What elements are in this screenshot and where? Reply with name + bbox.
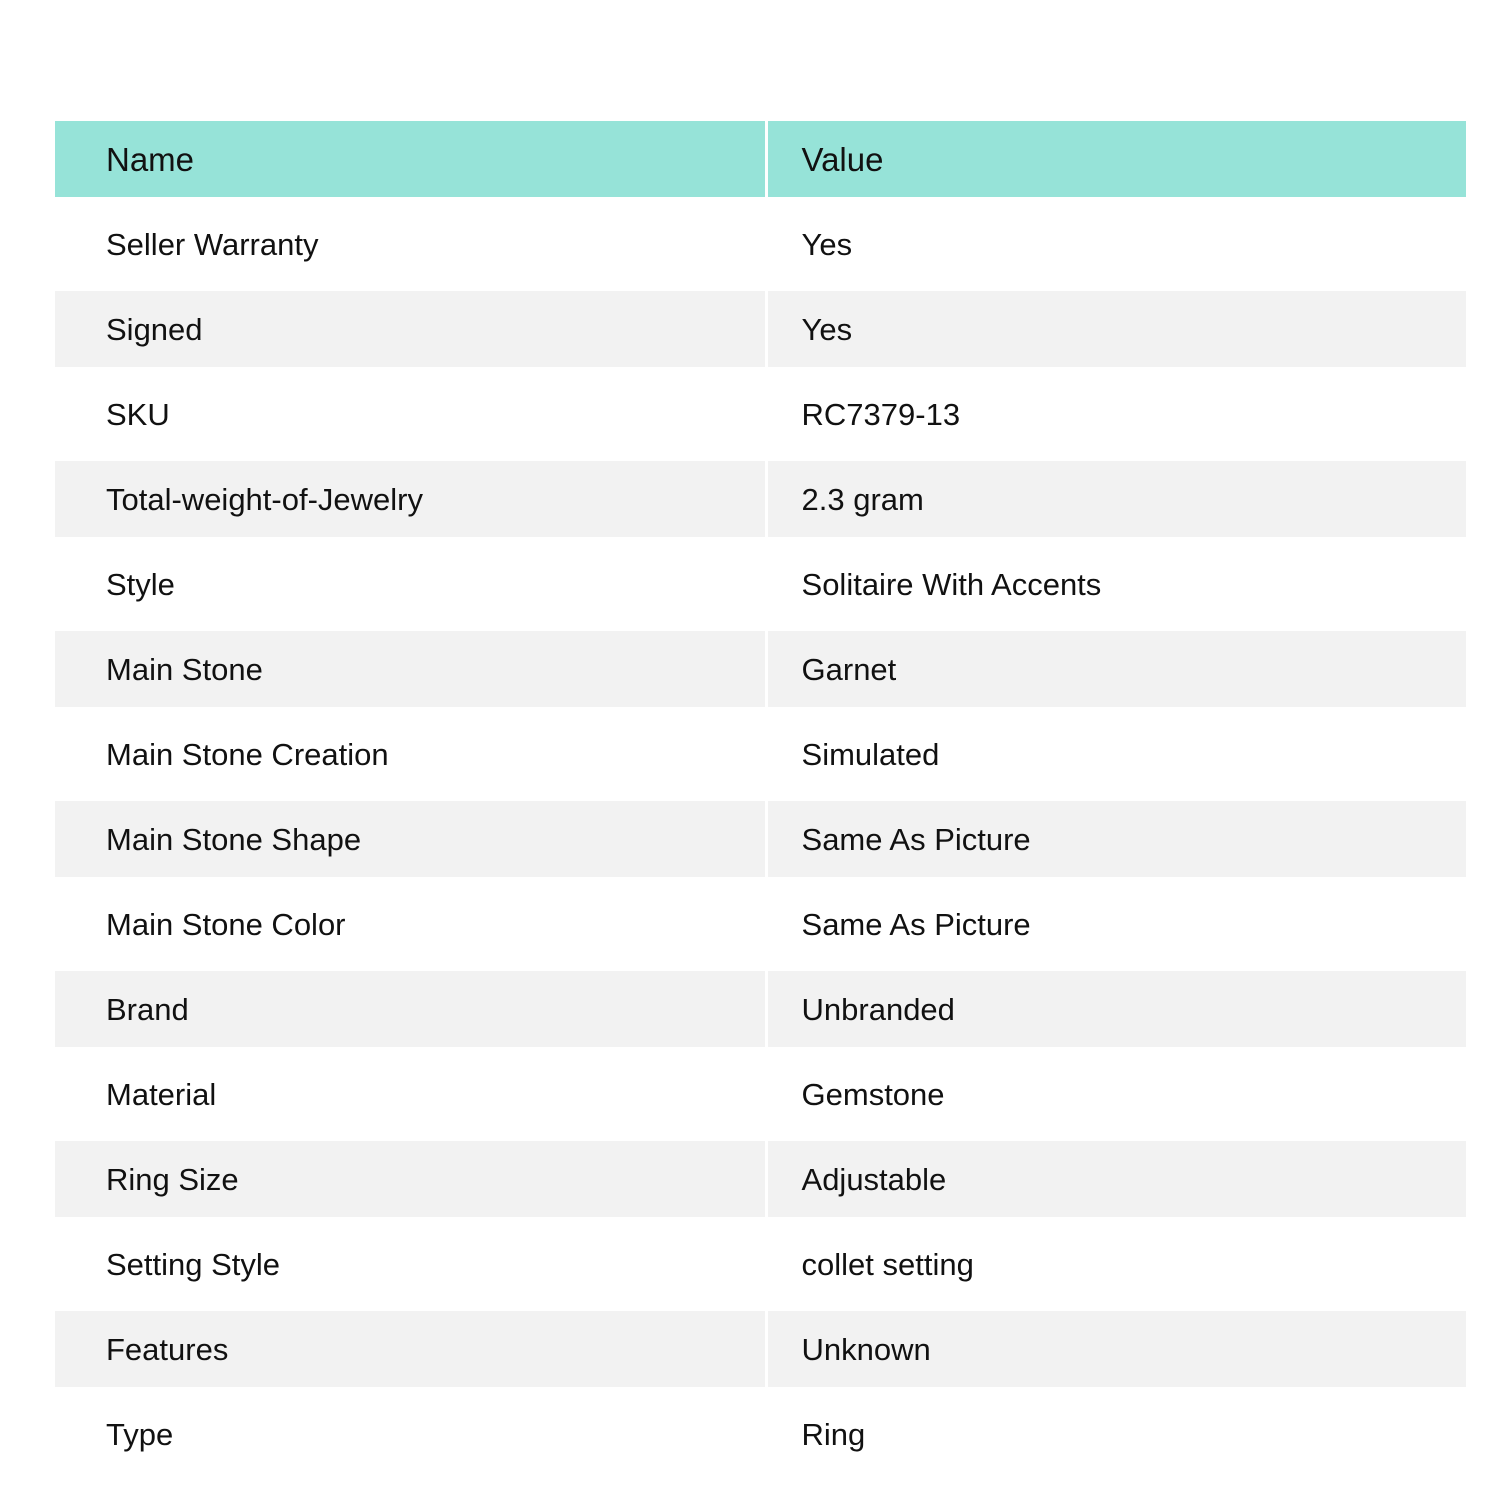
row-name-cell: Total-weight-of-Jewelry (55, 461, 765, 537)
row-name-cell: Features (55, 1311, 765, 1387)
row-value-cell: Yes (801, 226, 853, 262)
row-name-cell: Signed (55, 291, 765, 367)
row-name-cell: Seller Warranty (106, 226, 319, 262)
table-row (55, 1141, 1466, 1217)
row-value-cell: collet setting (801, 1246, 974, 1282)
row-name-cell: Brand (55, 971, 765, 1047)
table-row (55, 971, 1466, 1047)
row-name-cell: Main Stone Color (106, 906, 346, 942)
row-value-cell: Same As Picture (801, 906, 1031, 942)
row-name-cell: SKU (106, 396, 170, 432)
row-name-cell: Setting Style (106, 1246, 281, 1282)
row-name-cell: Main Stone Creation (106, 736, 389, 772)
row-value-cell: RC7379-13 (801, 396, 961, 432)
row-value-cell: Ring (801, 1416, 866, 1452)
table-row (55, 546, 1466, 622)
row-value-cell: 2.3 gram (768, 461, 1467, 537)
header-value: Value (768, 121, 1467, 197)
header-name: Name (55, 121, 765, 197)
table-row (55, 1226, 1466, 1302)
table-row (55, 206, 1466, 282)
table-row (55, 716, 1466, 792)
row-name-cell: Main Stone Shape (55, 801, 765, 877)
table-row (55, 291, 1466, 367)
table-row (55, 631, 1466, 707)
row-name-cell: Style (106, 566, 175, 602)
row-value-cell: Unbranded (768, 971, 1467, 1047)
table-row (55, 461, 1466, 537)
row-value-cell: Garnet (768, 631, 1467, 707)
table-row (55, 886, 1466, 962)
table-row (55, 801, 1466, 877)
table-header-row (55, 121, 1466, 197)
specifications-table (55, 121, 1466, 1472)
row-value-cell: Yes (768, 291, 1467, 367)
row-value-cell: Unknown (768, 1311, 1467, 1387)
row-value-cell: Solitaire With Accents (801, 566, 1102, 602)
table-body (55, 206, 1466, 1472)
row-name-cell: Ring Size (55, 1141, 765, 1217)
row-name-cell: Type (106, 1416, 174, 1452)
table-row (55, 1396, 1466, 1472)
row-value-cell: Simulated (801, 736, 940, 772)
row-name-cell: Main Stone (55, 631, 765, 707)
table-row (55, 1056, 1466, 1132)
table-row (55, 1311, 1466, 1387)
row-name-cell: Material (106, 1076, 217, 1112)
row-value-cell: Same As Picture (768, 801, 1467, 877)
row-value-cell: Adjustable (768, 1141, 1467, 1217)
table-row (55, 376, 1466, 452)
row-value-cell: Gemstone (801, 1076, 945, 1112)
